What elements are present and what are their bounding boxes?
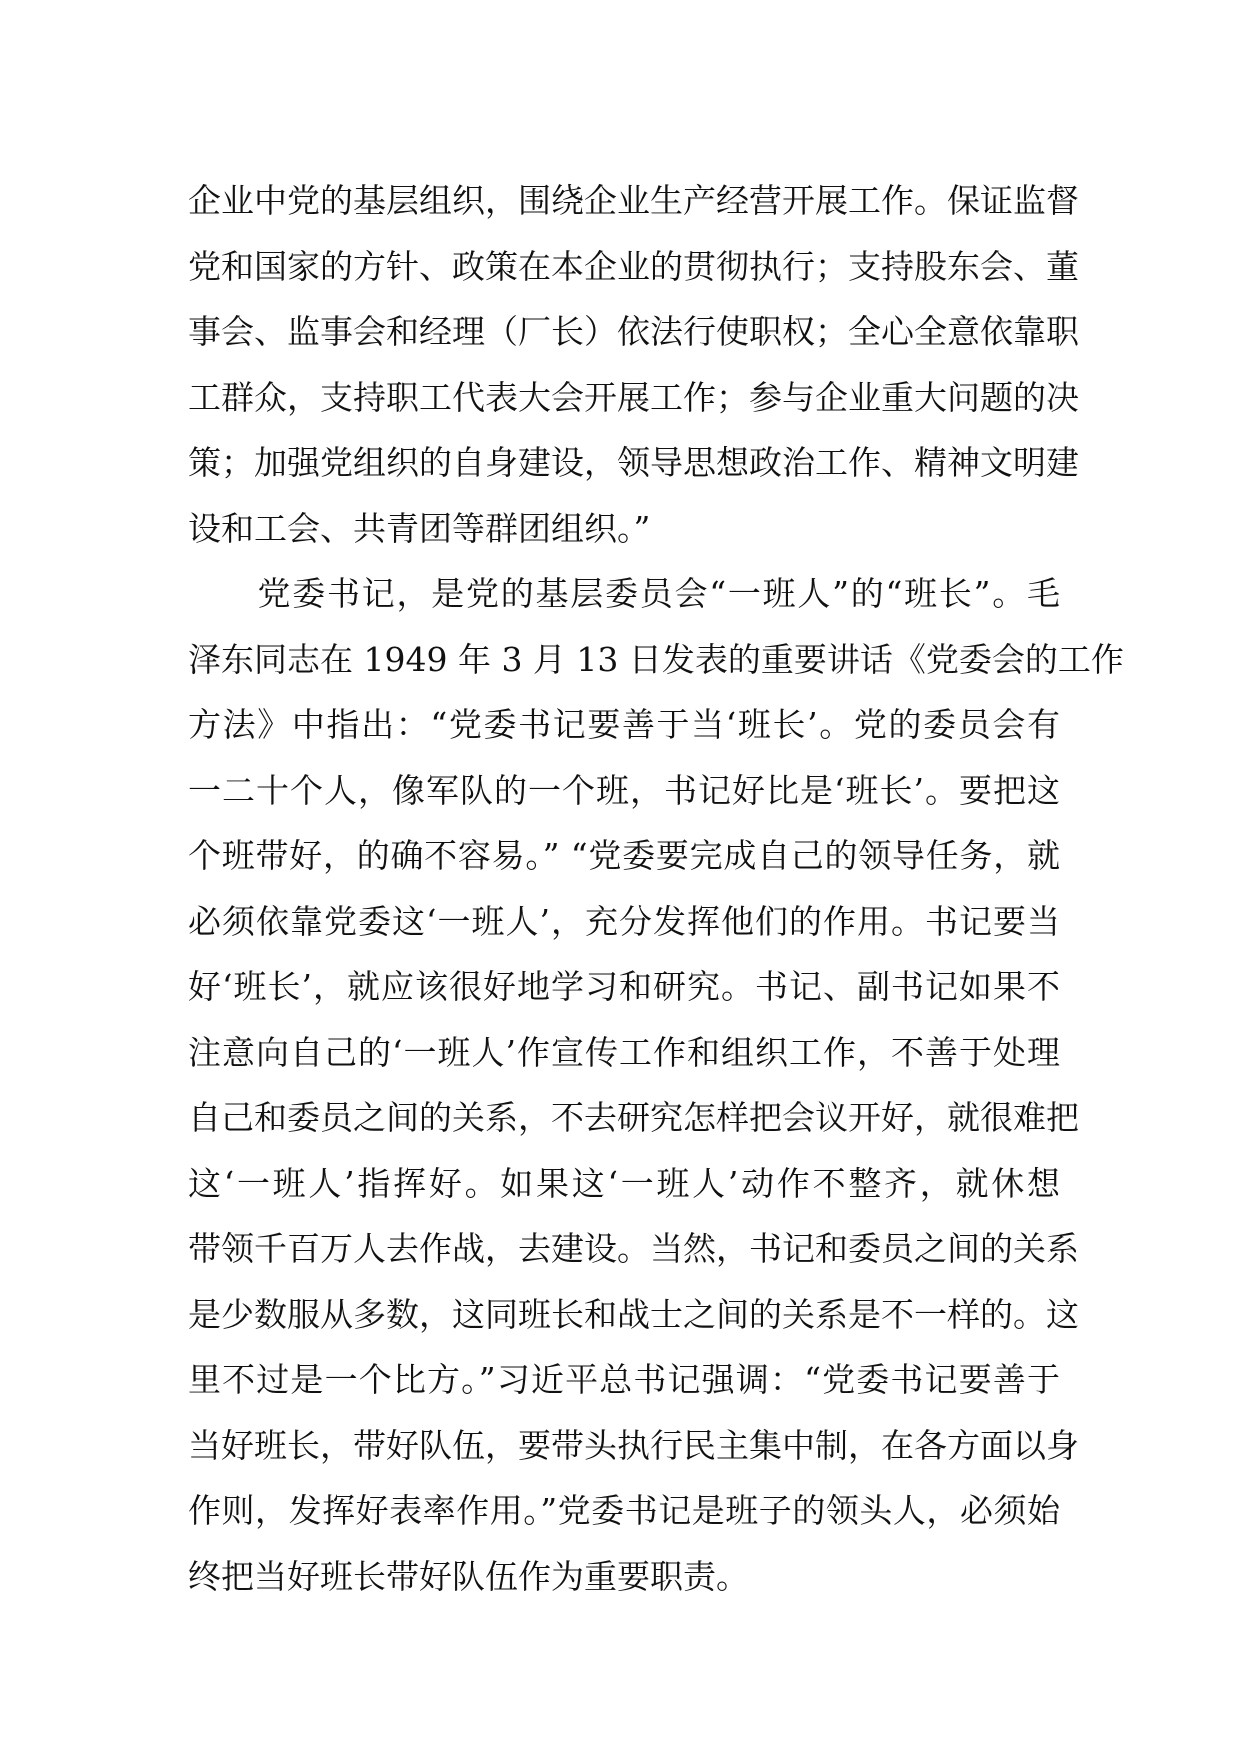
paragraph [188,561,1124,1609]
text-line: 带领千百万人去作战，去建设。当然，书记和委员之间的关系 [188,1229,1079,1268]
text-line: 方法》中指出：“党委书记要善于当‘班长’。党的委员会有 [188,705,1060,744]
body-text [188,168,1124,1609]
text-line: 作则，发挥好表率作用。”党委书记是班子的领头人，必须始 [188,1491,1060,1530]
text-line: 注意向自己的‘一班人’作宣传工作和组织工作，不善于处理 [188,1032,1060,1072]
text-line: 好‘班长’，就应该很好地学习和研究。书记、副书记如果不 [188,967,1060,1006]
text-line: 党和国家的方针、政策在本企业的贯彻执行；支持股东会、董 [188,246,1079,286]
text-line: 个班带好，的确不容易。” “党委要完成自己的领导任务，就 [188,836,1060,875]
text-line: 这‘一班人’指挥好。如果这‘一班人’动作不整齐，就休想 [188,1163,1060,1203]
text-line: 设和工会、共青团等群团组织。” [188,508,651,548]
text-line: 企业中党的基层组织，围绕企业生产经营开展工作。保证监督 [188,181,1079,220]
text-line: 策；加强党组织的自身建设，领导思想政治工作、精神文明建 [188,443,1079,482]
text-line: 党委书记，是党的基层委员会“一班人”的“班长”。毛 [188,574,1060,613]
text-line: 泽东同志在 1949 年 3 月 13 日发表的重要讲话《党委会的工作 [188,639,1124,679]
text-line: 一二十个人，像军队的一个班，书记好比是‘班长’。要把这 [188,770,1060,810]
text-line: 工群众，支持职工代表大会开展工作；参与企业重大问题的决 [188,377,1079,417]
text-line: 里不过是一个比方。”习近平总书记强调：“党委书记要善于 [188,1360,1060,1399]
text-line: 必须依靠党委这‘一班人’，充分发挥他们的作用。书记要当 [188,901,1060,941]
text-line: 自己和委员之间的关系，不去研究怎样把会议开好，就很难把 [188,1098,1079,1137]
paragraph [188,168,1079,561]
text-line: 是少数服从多数，这同班长和战士之间的关系是不一样的。这 [188,1294,1079,1334]
text-line: 事会、监事会和经理（厂长）依法行使职权；全心全意依靠职 [188,312,1079,351]
text-line: 当好班长，带好队伍，要带头执行民主集中制，在各方面以身 [188,1425,1079,1465]
text-line: 终把当好班长带好队伍作为重要职责。 [188,1556,749,1596]
